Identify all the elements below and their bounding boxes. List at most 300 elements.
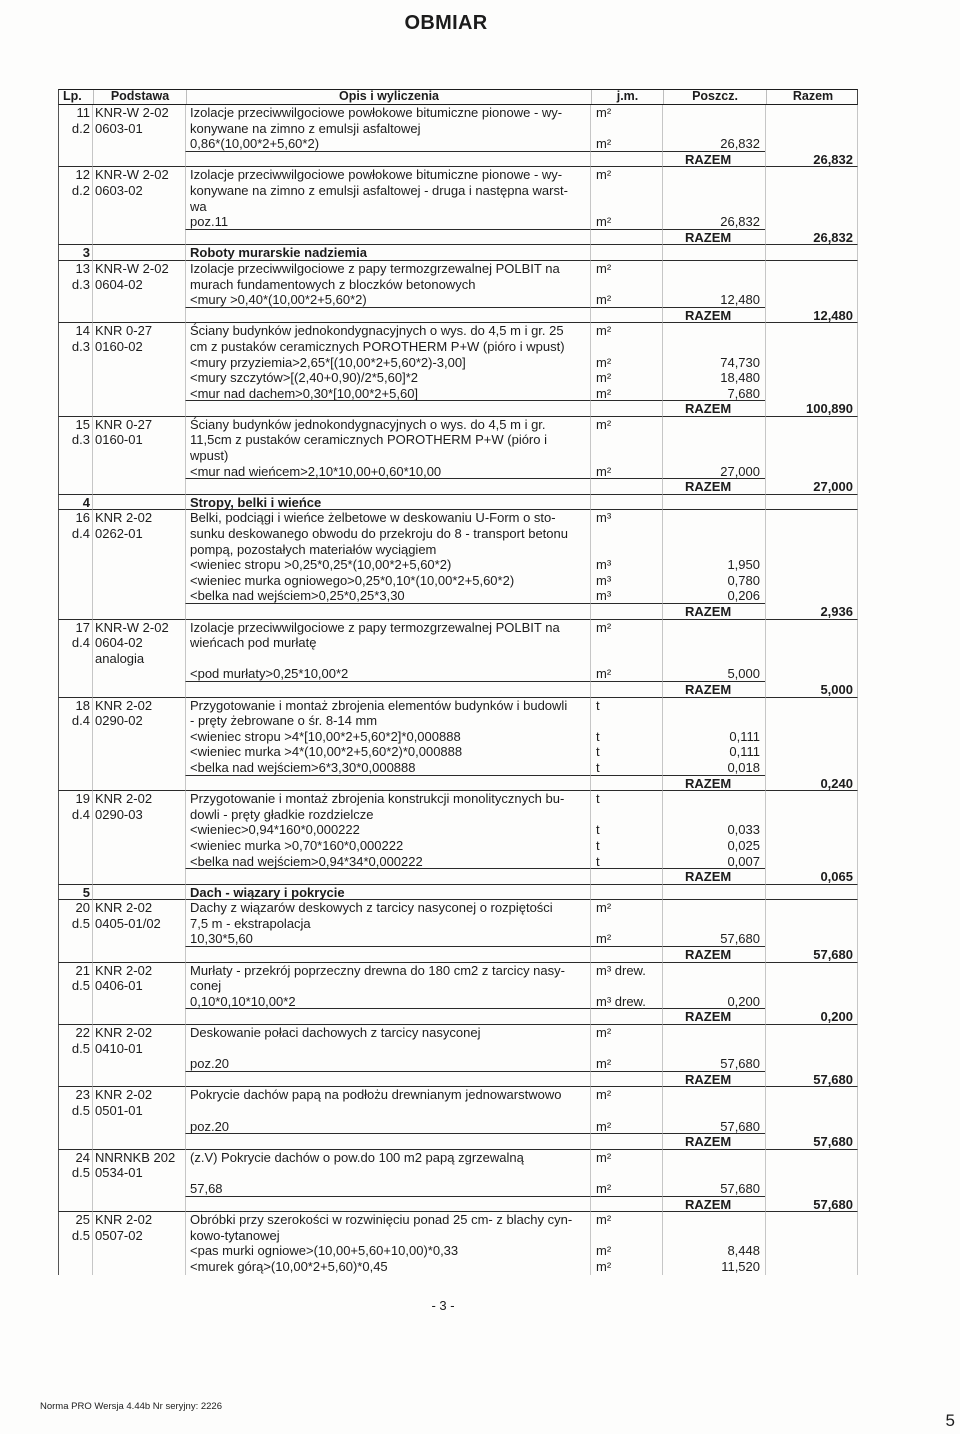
empty-cell	[765, 105, 858, 121]
basis-code: NNRNKB 202	[92, 1150, 185, 1166]
empty-cell	[662, 542, 765, 558]
empty-cell	[58, 355, 92, 371]
empty-cell	[662, 651, 765, 667]
position-row	[58, 807, 858, 823]
sheet-number: 5	[945, 1411, 955, 1430]
empty-cell	[185, 308, 590, 324]
description-line: dowli - pręty gładkie rozdzielcze	[185, 807, 590, 823]
empty-cell	[58, 682, 92, 698]
table-header	[58, 89, 858, 105]
empty-cell	[765, 557, 858, 573]
empty-cell	[765, 1087, 858, 1103]
empty-cell	[92, 1197, 185, 1213]
empty-cell	[590, 978, 662, 994]
empty-cell	[58, 308, 92, 324]
header-poszcz: Poszcz.	[663, 90, 766, 104]
position-row	[58, 432, 858, 448]
description-line: 11,5cm z pustaków ceramicznych POROTHERM P+W (pióro i	[185, 432, 590, 448]
empty-cell	[590, 432, 662, 448]
calc-value: 11,520	[662, 1259, 765, 1275]
calc-value: 74,730	[662, 355, 765, 371]
empty-cell	[765, 651, 858, 667]
position-row	[58, 1041, 858, 1057]
position-row	[58, 1150, 858, 1166]
empty-cell	[765, 1228, 858, 1244]
empty-cell	[765, 713, 858, 729]
empty-cell	[662, 417, 765, 433]
description-line: wa	[185, 199, 590, 215]
razem-label: RAZEM	[662, 1197, 765, 1213]
basis-code: KNR 2-02	[92, 510, 185, 526]
section-title: Dach - wiązary i pokrycie	[185, 885, 590, 901]
empty-cell	[92, 666, 185, 682]
calc-row	[58, 355, 858, 371]
chapter-code: d.3	[58, 432, 92, 448]
empty-cell	[185, 651, 590, 667]
empty-cell	[590, 869, 662, 885]
empty-cell	[765, 931, 858, 947]
empty-cell	[590, 651, 662, 667]
empty-cell	[765, 339, 858, 355]
basis-code: 0603-01	[92, 121, 185, 137]
empty-cell	[58, 744, 92, 760]
unit: m²	[590, 1150, 662, 1166]
empty-cell	[58, 401, 92, 417]
calc-expression: <belka nad wejściem>0,25*0,25*3,30	[185, 588, 590, 604]
position-row	[58, 978, 858, 994]
calc-value: 0,018	[662, 760, 765, 776]
empty-cell	[58, 994, 92, 1010]
position-number: 25	[58, 1212, 92, 1228]
unit: m²	[590, 417, 662, 433]
header-razem: Razem	[766, 90, 859, 104]
basis-code: analogia	[92, 651, 185, 667]
empty-cell	[662, 978, 765, 994]
empty-cell	[765, 370, 858, 386]
chapter-code: d.2	[58, 121, 92, 137]
total-row	[58, 152, 858, 168]
razem-label: RAZEM	[662, 308, 765, 324]
description-line: Przygotowanie i montaż zbrojenia elementów budynków i budowli	[185, 698, 590, 714]
empty-cell	[185, 152, 590, 168]
empty-cell	[92, 152, 185, 168]
empty-cell	[590, 947, 662, 963]
empty-cell	[765, 355, 858, 371]
empty-cell	[92, 214, 185, 230]
table-body	[58, 105, 858, 1275]
position-row	[58, 448, 858, 464]
empty-cell	[765, 854, 858, 870]
empty-cell	[662, 1041, 765, 1057]
position-row	[58, 339, 858, 355]
empty-cell	[662, 698, 765, 714]
calc-unit: t	[590, 822, 662, 838]
unit: m²	[590, 620, 662, 636]
empty-cell	[58, 947, 92, 963]
calc-row	[58, 370, 858, 386]
empty-cell	[58, 838, 92, 854]
calc-expression: 0,86*(10,00*2+5,60*2)	[185, 136, 590, 152]
description-line: Belki, podciągi i wieńce żelbetowe w deskowaniu U-Form o sto-	[185, 510, 590, 526]
empty-cell	[662, 916, 765, 932]
basis-code: 0604-02	[92, 277, 185, 293]
position-row	[58, 167, 858, 183]
position-row	[58, 1212, 858, 1228]
calc-row	[58, 292, 858, 308]
basis-code: KNR-W 2-02	[92, 620, 185, 636]
empty-cell	[58, 1072, 92, 1088]
empty-cell	[92, 386, 185, 402]
position-number: 18	[58, 698, 92, 714]
empty-cell	[92, 931, 185, 947]
calc-row	[58, 588, 858, 604]
empty-cell	[662, 199, 765, 215]
empty-cell	[58, 136, 92, 152]
razem-value: 0,065	[765, 869, 858, 885]
empty-cell	[92, 869, 185, 885]
empty-cell	[92, 588, 185, 604]
unit: t	[590, 698, 662, 714]
calc-unit: m³	[590, 557, 662, 573]
empty-cell	[58, 588, 92, 604]
section-title: Roboty murarskie nadziemia	[185, 245, 590, 261]
unit: m³	[590, 510, 662, 526]
empty-cell	[765, 1119, 858, 1135]
empty-cell	[662, 167, 765, 183]
basis-code: KNR 2-02	[92, 1025, 185, 1041]
razem-value: 26,832	[765, 152, 858, 168]
calc-value: 7,680	[662, 386, 765, 402]
calc-unit: m²	[590, 292, 662, 308]
calc-unit: m²	[590, 464, 662, 480]
empty-cell	[92, 199, 185, 215]
razem-value: 57,680	[765, 1197, 858, 1213]
empty-cell	[92, 947, 185, 963]
chapter-code: d.4	[58, 807, 92, 823]
position-row	[58, 1228, 858, 1244]
empty-cell	[590, 401, 662, 417]
empty-cell	[58, 557, 92, 573]
empty-cell	[92, 1119, 185, 1135]
calc-unit: t	[590, 744, 662, 760]
section-row	[58, 245, 858, 261]
empty-cell	[58, 651, 92, 667]
empty-cell	[58, 854, 92, 870]
description-line: Przygotowanie i montaż zbrojenia konstrukcji monolitycznych bu-	[185, 791, 590, 807]
calc-row	[58, 214, 858, 230]
empty-cell	[765, 386, 858, 402]
basis-code: 0406-01	[92, 978, 185, 994]
description-line: Izolacje przeciwwilgociowe powłokowe bitumiczne pionowe - wy-	[185, 105, 590, 121]
empty-cell	[765, 588, 858, 604]
empty-cell	[590, 1197, 662, 1213]
calc-unit: t	[590, 729, 662, 745]
empty-cell	[185, 1103, 590, 1119]
document-title: OBMIAR	[404, 12, 488, 34]
position-number: 15	[58, 417, 92, 433]
calc-unit: m²	[590, 214, 662, 230]
empty-cell	[185, 1197, 590, 1213]
calc-row	[58, 931, 858, 947]
basis-code: KNR-W 2-02	[92, 105, 185, 121]
empty-cell	[58, 464, 92, 480]
chapter-code: d.5	[58, 978, 92, 994]
empty-cell	[58, 199, 92, 215]
calc-unit: m²	[590, 355, 662, 371]
calc-unit: m²	[590, 386, 662, 402]
position-row	[58, 791, 858, 807]
empty-cell	[92, 573, 185, 589]
position-row	[58, 713, 858, 729]
calc-unit: m²	[590, 931, 662, 947]
position-row	[58, 916, 858, 932]
basis-code: 0507-02	[92, 1228, 185, 1244]
calc-expression: <wieniec stropu >4*[10,00*2+5,60*2]*0,000888	[185, 729, 590, 745]
empty-cell	[92, 542, 185, 558]
empty-cell	[590, 121, 662, 137]
position-row	[58, 510, 858, 526]
position-row	[58, 183, 858, 199]
position-row	[58, 526, 858, 542]
basis-code: 0405-01/02	[92, 916, 185, 932]
calc-unit: m²	[590, 1181, 662, 1197]
total-row	[58, 682, 858, 698]
position-row	[58, 651, 858, 667]
basis-code: KNR 0-27	[92, 417, 185, 433]
position-number: 14	[58, 323, 92, 339]
unit: m³ drew.	[590, 963, 662, 979]
calc-row	[58, 854, 858, 870]
empty-cell	[92, 230, 185, 246]
empty-cell	[92, 776, 185, 792]
empty-cell	[58, 666, 92, 682]
total-row	[58, 230, 858, 246]
basis-code: 0603-02	[92, 183, 185, 199]
position-row	[58, 542, 858, 558]
empty-cell	[590, 495, 662, 511]
empty-cell	[662, 885, 765, 901]
empty-cell	[92, 136, 185, 152]
calc-expression: <mur nad dachem>0,30*[10,00*2+5,60]	[185, 386, 590, 402]
empty-cell	[765, 183, 858, 199]
calc-row	[58, 464, 858, 480]
chapter-code: d.5	[58, 1228, 92, 1244]
empty-cell	[765, 838, 858, 854]
empty-cell	[590, 1165, 662, 1181]
empty-cell	[765, 822, 858, 838]
calc-value: 8,448	[662, 1243, 765, 1259]
empty-cell	[590, 1103, 662, 1119]
position-row	[58, 417, 858, 433]
calc-value: 0,033	[662, 822, 765, 838]
empty-cell	[185, 869, 590, 885]
basis-code: 0160-02	[92, 339, 185, 355]
empty-cell	[92, 1134, 185, 1150]
empty-cell	[590, 479, 662, 495]
empty-cell	[590, 1041, 662, 1057]
calc-expression: 0,10*0,10*10,00*2	[185, 994, 590, 1010]
empty-cell	[92, 822, 185, 838]
empty-cell	[185, 479, 590, 495]
empty-cell	[662, 713, 765, 729]
empty-cell	[765, 432, 858, 448]
calc-value: 18,480	[662, 370, 765, 386]
description-line: konywane na zimno z emulsji asfaltowej	[185, 121, 590, 137]
razem-value: 0,240	[765, 776, 858, 792]
chapter-code: d.4	[58, 713, 92, 729]
empty-cell	[765, 1243, 858, 1259]
empty-cell	[58, 729, 92, 745]
description-line: Obróbki przy szerokości w rozwinięciu ponad 25 cm- z blachy cyn-	[185, 1212, 590, 1228]
empty-cell	[662, 791, 765, 807]
calc-unit: m²	[590, 1119, 662, 1135]
empty-cell	[92, 729, 185, 745]
razem-label: RAZEM	[662, 1134, 765, 1150]
razem-value: 26,832	[765, 230, 858, 246]
description-line: cm z pustaków ceramicznych POROTHERM P+W (pióro i wpust)	[185, 339, 590, 355]
empty-cell	[92, 479, 185, 495]
empty-cell	[662, 635, 765, 651]
empty-cell	[765, 1056, 858, 1072]
empty-cell	[662, 1087, 765, 1103]
empty-cell	[765, 121, 858, 137]
empty-cell	[590, 1072, 662, 1088]
description-line: wieńcach pod murłatę	[185, 635, 590, 651]
empty-cell	[58, 1056, 92, 1072]
position-number: 17	[58, 620, 92, 636]
empty-cell	[92, 401, 185, 417]
position-number: 19	[58, 791, 92, 807]
empty-cell	[590, 885, 662, 901]
calc-row	[58, 729, 858, 745]
empty-cell	[58, 760, 92, 776]
calc-expression: <wieniec stropu >0,25*0,25*(10,00*2+5,60*2)	[185, 557, 590, 573]
empty-cell	[662, 807, 765, 823]
empty-cell	[58, 1119, 92, 1135]
calc-row	[58, 822, 858, 838]
empty-cell	[185, 682, 590, 698]
empty-cell	[590, 1134, 662, 1150]
calc-value: 5,000	[662, 666, 765, 682]
calc-row	[58, 136, 858, 152]
total-row	[58, 869, 858, 885]
empty-cell	[765, 620, 858, 636]
calc-expression: <pod murłaty>0,25*10,00*2	[185, 666, 590, 682]
empty-cell	[92, 1056, 185, 1072]
calc-expression: <wieniec murka >4*(10,00*2+5,60*2)*0,000888	[185, 744, 590, 760]
chapter-code: d.2	[58, 183, 92, 199]
empty-cell	[662, 1150, 765, 1166]
calc-expression: <wieniec murka ogniowego>0,25*0,10*(10,00*2+5,60*2)	[185, 573, 590, 589]
total-row	[58, 1134, 858, 1150]
position-number: 12	[58, 167, 92, 183]
basis-code: 0290-03	[92, 807, 185, 823]
empty-cell	[92, 760, 185, 776]
empty-cell	[765, 448, 858, 464]
empty-cell	[765, 791, 858, 807]
description-line: Ściany budynków jednokondygnacyjnych o wys. do 4,5 m i gr.	[185, 417, 590, 433]
empty-cell	[92, 604, 185, 620]
unit: m²	[590, 167, 662, 183]
razem-value: 5,000	[765, 682, 858, 698]
calc-row	[58, 573, 858, 589]
razem-value: 57,680	[765, 1072, 858, 1088]
basis-code: KNR 2-02	[92, 963, 185, 979]
basis-code: KNR 0-27	[92, 323, 185, 339]
empty-cell	[58, 1181, 92, 1197]
calc-expression: 57,68	[185, 1181, 590, 1197]
calc-expression: poz.20	[185, 1119, 590, 1135]
calc-unit: m²	[590, 370, 662, 386]
chapter-code: d.5	[58, 1041, 92, 1057]
empty-cell	[590, 1228, 662, 1244]
basis-code: KNR-W 2-02	[92, 167, 185, 183]
empty-cell	[58, 479, 92, 495]
empty-cell	[58, 1009, 92, 1025]
calc-value: 0,111	[662, 729, 765, 745]
calc-unit: m²	[590, 1056, 662, 1072]
calc-row	[58, 557, 858, 573]
description-line: konywane na zimno z emulsji asfaltowej - druga i następna warst-	[185, 183, 590, 199]
empty-cell	[662, 900, 765, 916]
empty-cell	[662, 1025, 765, 1041]
empty-cell	[765, 1165, 858, 1181]
empty-cell	[765, 807, 858, 823]
empty-cell	[765, 136, 858, 152]
calc-row	[58, 386, 858, 402]
empty-cell	[590, 230, 662, 246]
empty-cell	[590, 448, 662, 464]
empty-cell	[92, 308, 185, 324]
calc-expression: <belka nad wejściem>6*3,30*0,000888	[185, 760, 590, 776]
empty-cell	[590, 339, 662, 355]
calc-unit: m²	[590, 136, 662, 152]
description-line: Izolacje przeciwwilgociowe z papy termozgrzewalnej POLBIT na	[185, 261, 590, 277]
header-lp: Lp.	[63, 90, 82, 103]
calc-expression: <belka nad wejściem>0,94*34*0,000222	[185, 854, 590, 870]
empty-cell	[662, 323, 765, 339]
basis-code: 0160-01	[92, 432, 185, 448]
empty-cell	[58, 1134, 92, 1150]
empty-cell	[92, 355, 185, 371]
razem-label: RAZEM	[662, 776, 765, 792]
empty-cell	[92, 245, 185, 261]
empty-cell	[765, 417, 858, 433]
empty-cell	[58, 448, 92, 464]
total-row	[58, 401, 858, 417]
calc-unit: t	[590, 838, 662, 854]
basis-code: KNR 2-02	[92, 1087, 185, 1103]
empty-cell	[765, 1041, 858, 1057]
empty-cell	[590, 713, 662, 729]
description-line: (z.V) Pokrycie dachów o pow.do 100 m2 papą zgrzewalną	[185, 1150, 590, 1166]
basis-code: 0604-02	[92, 635, 185, 651]
calc-unit: m²	[590, 1259, 662, 1275]
unit: m²	[590, 261, 662, 277]
empty-cell	[662, 1165, 765, 1181]
total-row	[58, 947, 858, 963]
calc-value: 0,200	[662, 994, 765, 1010]
razem-label: RAZEM	[662, 401, 765, 417]
total-row	[58, 1009, 858, 1025]
razem-label: RAZEM	[662, 230, 765, 246]
empty-cell	[765, 323, 858, 339]
empty-cell	[765, 1150, 858, 1166]
software-footer: Norma PRO Wersja 4.44b Nr seryjny: 2226	[40, 1401, 222, 1412]
basis-code: KNR 2-02	[92, 698, 185, 714]
position-row	[58, 1165, 858, 1181]
position-row	[58, 698, 858, 714]
